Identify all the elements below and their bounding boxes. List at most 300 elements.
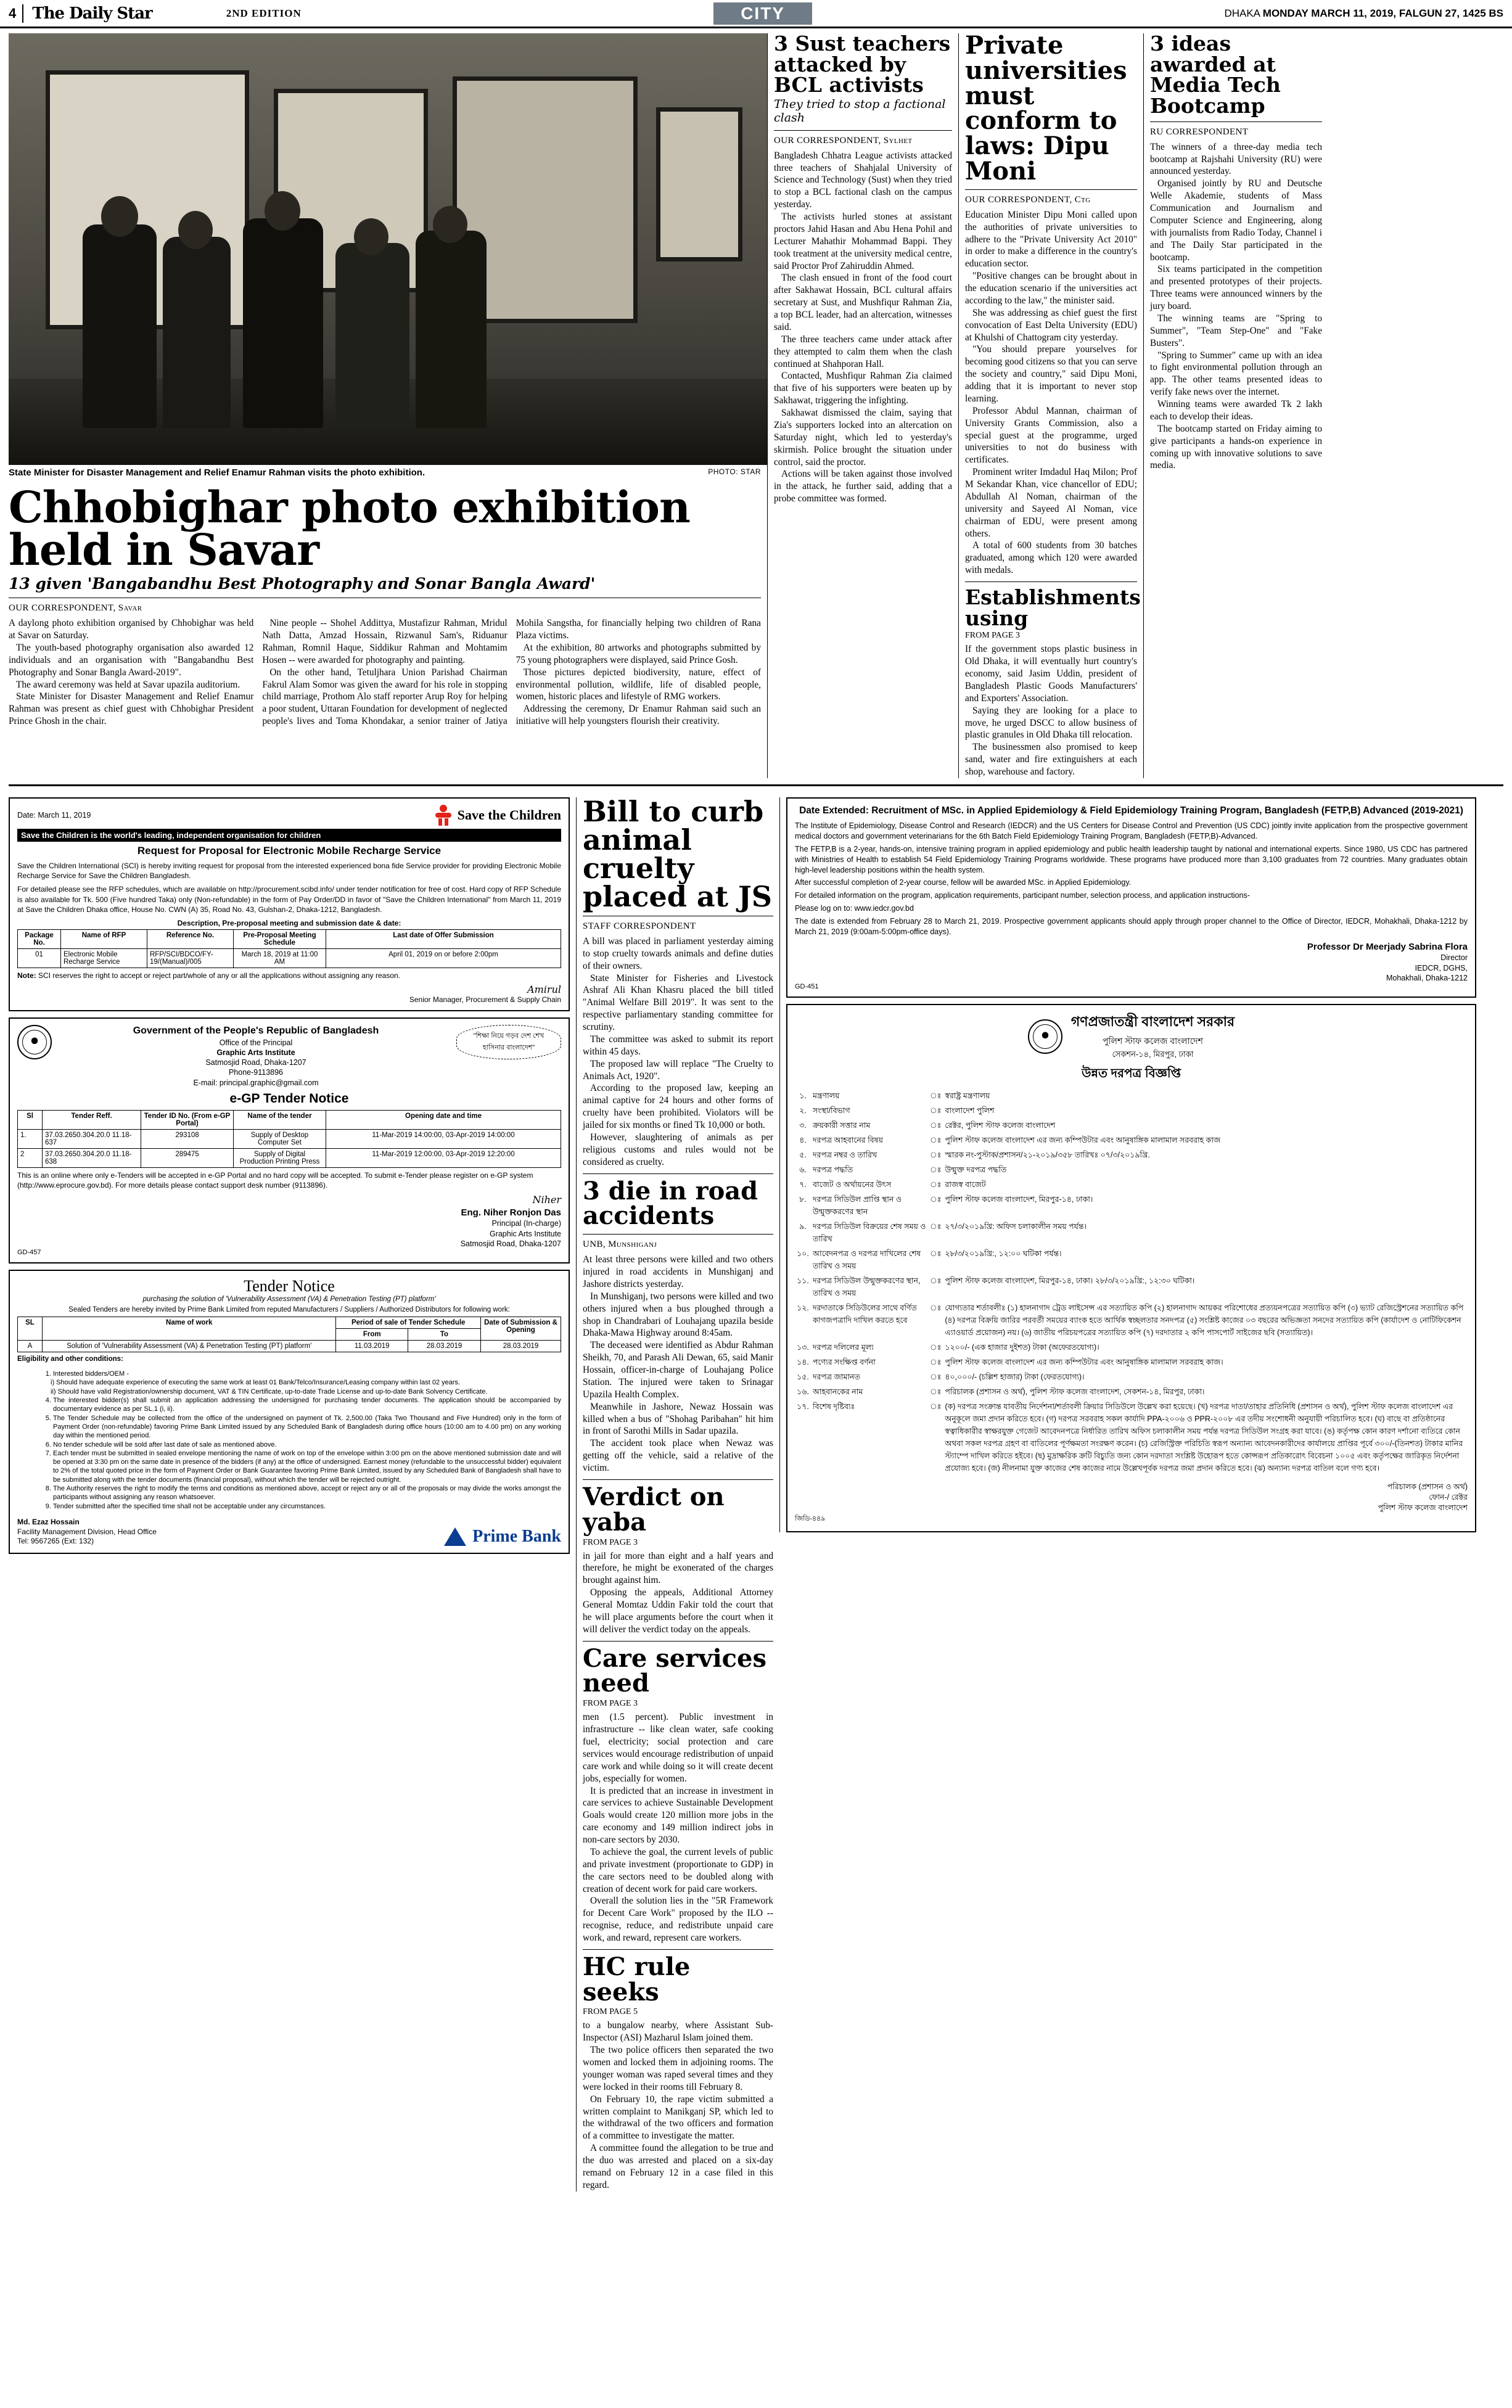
td: Supply of Desktop Computer Set bbox=[234, 1129, 326, 1148]
table-row bbox=[795, 1247, 1468, 1275]
td: 37.03.2650.304.20.0 11.18-638 bbox=[43, 1148, 141, 1167]
stc-note: SCI reserves the right to accept or reject part/whole of any or all the applications without assigning any reason. bbox=[38, 971, 400, 980]
td: 1. bbox=[18, 1129, 43, 1148]
paragraph: Winning teams were awarded Tk 2 lakh each to develop their ideas. bbox=[1150, 399, 1322, 422]
td: Solution of 'Vulnerability Assessment (VA) & Penetration Testing (PT) platform' bbox=[43, 1341, 336, 1352]
colon: ঃ bbox=[930, 1276, 942, 1286]
dipu-body bbox=[965, 209, 1137, 577]
paragraph: Sakhawat dismissed the claim, saying that Zia's supporters locked into an altercation on Saturday night, which led to yesterday's skirmish. Police brought the situation under control, said the proctor. bbox=[774, 408, 952, 467]
iedcr-para: After successful completion of 2-year course, fellow will be awarded MSc. in Applied Epidemiology. bbox=[795, 878, 1132, 887]
sust-story-column bbox=[767, 33, 958, 778]
iedcr-para: The date is extended from February 28 to March 21, 2019. Prospective government applicants should apply through proper channel to the Office of Director, IEDCR, Mohakhali, Dhaka-1212 by March 21, 2019 (9:00am-5:00pm-office days). bbox=[795, 917, 1468, 936]
paragraph: In Munshiganj, two persons were killed and two others injured when a bus ploughed through a shop in Chandrabari of Louhajang upazila beside Dhaka-Mawa Highway around 8:45am. bbox=[583, 1291, 773, 1339]
colon: ঃ bbox=[930, 1387, 942, 1397]
photo-caption-row bbox=[9, 465, 761, 478]
row-index: ৩. bbox=[799, 1121, 807, 1130]
row-index: ১৫. bbox=[797, 1373, 809, 1382]
ads-column bbox=[9, 797, 576, 1554]
paragraph: Organised jointly by RU and Deutsche Welle Akademie, students of Mass Communication and Journalism and Computer Science and Engineering, along with journalists from Radio Today, Channel i and The Daily Star participated in the bootcamp. bbox=[1150, 178, 1322, 263]
table-row bbox=[795, 1119, 1468, 1134]
th: Reference No. bbox=[147, 929, 234, 948]
paragraph: The youth-based photography organisation also awarded 12 individuals and an organisation with "Bangabandhu Best Photography and Sonar Bangla Award-2019". bbox=[9, 642, 254, 678]
row-index: ২. bbox=[799, 1106, 807, 1116]
pb-wordmark: Prime Bank bbox=[472, 1526, 561, 1546]
ad-save-the-children bbox=[9, 797, 570, 1011]
table-row bbox=[795, 1134, 1468, 1149]
table-row bbox=[795, 1356, 1468, 1371]
table-row bbox=[18, 1129, 561, 1148]
stc-note-label: Note: bbox=[17, 971, 36, 980]
row-value: রাজস্ব বাজেট bbox=[945, 1180, 986, 1190]
paragraph: According to the proposed law, keeping an animal captive for 24 hours and other forms of cruelty have been prohibited. Violators will be jailed for six months or fined Tk 10,000 or both. bbox=[583, 1083, 773, 1131]
row-value: বাংলাদেশ পুলিশ bbox=[945, 1106, 995, 1116]
row-value: পুলিশ স্টাফ কলেজ বাংলাদেশ এর জন্য কম্পিউটার এবং আনুষাঙ্গিক মালামাল সরবরাহ কাজ bbox=[945, 1136, 1221, 1145]
list-item: ii) Should have valid Registration/ownership document, VAT & TIN Certificate, up-to-date Trade License and up-to-date Bank Solvency Certificate. bbox=[51, 1387, 488, 1395]
colon: ঃ bbox=[930, 1180, 942, 1190]
th: Date of Submission & Opening bbox=[481, 1317, 561, 1341]
row-label: বাজেট ও অর্থায়নের উৎস bbox=[813, 1180, 892, 1190]
colon: ঃ bbox=[930, 1358, 942, 1367]
table-row bbox=[795, 1386, 1468, 1400]
table-row bbox=[795, 1149, 1468, 1164]
stc-body-2: For detailed please see the RFP schedules, which are available on http://procurement.scibd.info/ under tender notification for free of cost. Hard copy of RFP Schedule is also available for Tk. 500 (Five hundred Taka) only (Non-refundable) in the form of Pay Order/DD in favor of "Save the Children International" from March 11, 2019 at Save the Children Dhaka office, House No. CWN (A) 35, Road No. 43, Gulshan-2, Dhaka-1212, Bangladesh. bbox=[17, 885, 561, 914]
dipu-story-column bbox=[958, 33, 1143, 778]
th: Tender Reff. bbox=[43, 1110, 141, 1129]
td: 37.03.2650.304.20.0 11.18-637 bbox=[43, 1129, 141, 1148]
table-row bbox=[795, 1090, 1468, 1104]
paragraph: State Minister for Fisheries and Livestock Ashraf Ali Khan Khasru placed the bill titled "Animal Welfare Bill 2019". It was sent to the respective parliamentary standing committee for scrutiny. bbox=[583, 972, 773, 1033]
stc-table bbox=[17, 929, 561, 968]
row-label: দরদাতাকে সিডিউলের সাথে বর্ণিত কাগজপত্রাদি দাখিল করতে হবে bbox=[813, 1304, 917, 1325]
th: Name of RFP bbox=[61, 929, 147, 948]
middle-stories-column bbox=[576, 794, 779, 2192]
td: 28.03.2019 bbox=[481, 1341, 561, 1352]
police-heading-4: উন্নত দরপত্র বিজ্ঞপ্তি bbox=[1081, 1067, 1181, 1081]
stc-logo bbox=[434, 805, 561, 826]
paragraph: The proposed law will replace "The Cruelty to Animals Act, 1920". bbox=[583, 1058, 773, 1082]
section-name: CITY bbox=[713, 2, 812, 25]
row-index: ১২. bbox=[797, 1304, 809, 1313]
yaba-body bbox=[583, 1550, 773, 1636]
ad-egp-tender bbox=[9, 1017, 570, 1264]
row-value: যোগ্যতার শর্তাবলীঃ (১) হালনাগাদ ট্রেড লাইসেন্স এর সত্যায়িত কপি (২) হালনাগাদ আয়কর পরিশোধের প্রত্যয়নপত্রের সত্যায়িত কপি (৩) ভ্যাট রেজিস্ট্রেশনের সত্যায়িত কপি (৪) দরপত্র বিক্রয়ি জারির পরবর্তী সময়ের ব্যাংক হতে আর্থিক স্বচ্ছলতার সনদপত্র (৫) সংশ্লিষ্ট কাজের ০৩ বছরের অভিজ্ঞতা সনদের সত্যায়িত কপি (কার্যাদেশ ও নোটিফিকেশন এ্যাওয়ার্ড প্রয়োজন) নয়। (৬) জাতীয় পরিচয়পত্রের সত্যায়িত কপি (৭) দরদাতার ২ কপি পাসপোর্ট সাইজের ছবি (সত্যায়িত)। bbox=[945, 1304, 1464, 1338]
lead-headline: Chhobighar photo exhibition held in Savar bbox=[9, 482, 690, 575]
th: Sl bbox=[18, 1110, 43, 1129]
egp-line-1: Government of the People's Republic of Bangladesh bbox=[133, 1025, 379, 1036]
top-section bbox=[0, 28, 1512, 778]
iedcr-para: For detailed information on the program, application requirements, participant number, selection process, and application instructions- bbox=[795, 891, 1250, 900]
colon: ঃ bbox=[930, 1304, 942, 1313]
government-seal-icon bbox=[17, 1025, 52, 1059]
row-label: ক্রয়কারী সত্তার নাম bbox=[813, 1121, 871, 1130]
egp-sig-role-2: Graphic Arts Institute bbox=[489, 1229, 561, 1238]
row-label: বিশেষ দৃষ্টিব্যঃ bbox=[813, 1402, 855, 1412]
paragraph: She was addressing as chief guest the first convocation of East Delta University (EDU) at Khulshi of Chattogram city yesterday. bbox=[965, 307, 1137, 343]
iedcr-gd-number: GD-451 bbox=[795, 983, 819, 991]
row-value: স্বরাষ্ট্র মন্ত্রণালয় bbox=[945, 1091, 990, 1101]
police-heading-2: পুলিশ স্টাফ কলেজ বাংলাদেশ bbox=[1103, 1036, 1203, 1046]
row-label: পণ্যের সংক্ষিপ্ত বর্ণনা bbox=[813, 1358, 876, 1367]
colon: ঃ bbox=[930, 1136, 942, 1145]
media-byline: RU CORRESPONDENT bbox=[1150, 126, 1249, 137]
ad-police-staff-college bbox=[786, 1004, 1476, 1532]
egp-gd-number: GD-457 bbox=[17, 1249, 41, 1257]
td: 28.03.2019 bbox=[408, 1341, 480, 1352]
row-label: আহবানকের নাম bbox=[813, 1387, 863, 1397]
road-headline: 3 die in road accidents bbox=[583, 1176, 758, 1231]
th: From bbox=[336, 1329, 408, 1341]
stc-wordmark: Save the Children bbox=[457, 807, 561, 823]
row-index: ৭. bbox=[799, 1180, 807, 1190]
th: Name of work bbox=[43, 1317, 336, 1341]
animal-headline: Bill to curb animal cruelty placed at JS bbox=[583, 794, 772, 913]
bottom-section bbox=[0, 792, 1512, 2192]
row-value: ২৭/৩/২০১৯খ্রি: অফিস চলাকালীন সময় পর্যন্ত। bbox=[945, 1222, 1087, 1231]
list-item: 5. The Tender Schedule may be collected from the office of the undersigned on payment of Tk. 2,500.00 (Taka Two Thousand and Five Hundred) only in the form of Payment Order (non-refundable) favoring Prime Bank Limited issued by any Scheduled Bank of Bangladesh during office hours (10:00 am to 4.00 pm) on any working day within the mentioned period. bbox=[53, 1414, 561, 1440]
pb-conditions-list bbox=[28, 1370, 561, 1511]
paragraph: The three teachers came under attack after they attempted to calm them when the clash continued at Shahporan Hall. bbox=[774, 334, 952, 369]
issue-date bbox=[1224, 7, 1503, 20]
newspaper-logo: The Daily Star bbox=[22, 4, 152, 23]
table-row bbox=[795, 1164, 1468, 1178]
row-index: ১৩. bbox=[797, 1343, 809, 1352]
photo-caption: State Minister for Disaster Management and Relief Enamur Rahman visits the photo exhibition. bbox=[9, 467, 425, 478]
row-index: ১৬. bbox=[797, 1387, 809, 1397]
paragraph: At the exhibition, 80 artworks and photographs submitted by 75 young photographers were displayed, said Prince Gosh. bbox=[516, 642, 761, 665]
paragraph: A bill was placed in parliament yesterday aiming to stop cruelty towards animals and define duties of their owners. bbox=[583, 935, 773, 971]
road-byline: UNB, Munshiganj bbox=[583, 1239, 657, 1250]
row-value: পরিচালক (প্রশাসন ও অর্থ), পুলিশ স্টাফ কলেজ বাংলাদেশ, সেকশন-১৪, মিরপুর, ঢাকা। bbox=[945, 1387, 1205, 1397]
iedcr-para: The Institute of Epidemiology, Disease Control and Research (IEDCR) and the US Centers for Disease Control and Prevention (US CDC) jointly invite application from the prospective government medical doctors and government veterinarians for the 6th Batch Field Epidemiology Training Program, Bangladesh (FETP,B)-Advanced. bbox=[795, 821, 1468, 840]
row-label: সংস্থা/বিভাগ bbox=[813, 1106, 850, 1116]
paragraph: Six teams participated in the competition and presented prototypes of their projects. Three teams were announced winners by the jury board. bbox=[1150, 264, 1322, 311]
paragraph: A committee found the allegation to be true and the duo was arrested and placed on a six-day remand on February 12 in a case filed in this regard. bbox=[583, 2143, 773, 2190]
pb-intro: Sealed Tenders are hereby invited by Prime Bank Limited from reputed Manufacturers / Suppliers / Authorized Distributors for following work: bbox=[68, 1306, 510, 1314]
yaba-headline: Verdict on yaba bbox=[583, 1482, 725, 1537]
th: Last date of Offer Submission bbox=[326, 929, 561, 948]
dipu-headline: Private universities must conform to laws: Dipu Moni bbox=[965, 31, 1127, 186]
lead-subhead: 13 given 'Bangabandhu Best Photography and Sonar Bangla Award' bbox=[9, 575, 596, 593]
row-label: দরপত্র সিডিউল উন্মুক্তকরণের স্থান, তারিখ ও সময় bbox=[813, 1276, 921, 1298]
media-body bbox=[1150, 141, 1322, 472]
list-item: 7. Each tender must be submitted in sealed envelope mentioning the name of work on top of the envelope within 3:00 pm on the above mentioned submission date and will be opened at 3:30 pm on the same date in presence of the bidders (if any) at the office of undersigned. Earnest money (refundable to the unsuccessful bidder) equivalent to 2% of the total quoted price in the form of Payment Order or Bank Guarantee favoring Prime Bank Limited, issued by any Scheduled Bank of Bangladesh shall have to be submitted along with the tender documents (financial proposal), without which the tender will be rejected outright. bbox=[53, 1449, 561, 1484]
paragraph: However, slaughtering of animals as per religious customs and rules would not be considered as cruelty. bbox=[583, 1132, 773, 1167]
paragraph: Contacted, Mushfiqur Rahman Zia claimed that five of his supporters were beaten up by Sakhawat, triggering the infighting. bbox=[774, 371, 952, 406]
colon: ঃ bbox=[930, 1195, 942, 1204]
paragraph: If the government stops plastic business in Old Dhaka, it will eventually hurt country's economy, said Jasim Uddin, president of Bangladesh Plastic Goods Manufacturers' and Exporters' Association. bbox=[965, 644, 1137, 704]
right-ads-column bbox=[779, 797, 1482, 1532]
iedcr-sig-role-1: Director bbox=[1440, 953, 1468, 963]
egp-line-4: Satmosjid Road, Dhaka-1207 bbox=[205, 1058, 306, 1067]
table-row bbox=[795, 1104, 1468, 1119]
row-index: ১১. bbox=[797, 1276, 809, 1286]
colon: ঃ bbox=[930, 1091, 942, 1101]
paragraph: The winners of a three-day media tech bootcamp at Rajshahi University (RU) were announced yesterday. bbox=[1150, 141, 1322, 177]
stc-body-1: Save the Children International (SCI) is hereby inviting request for proposal from the interested experienced bona fide Service provider for providing Electronic Mobile Recharge Service for Save the Children Bangladesh. bbox=[17, 861, 561, 881]
pb-sig-role: Facility Management Division, Head Office bbox=[17, 1527, 157, 1536]
paragraph: A daylong photo exhibition organised by Chhobighar was held at Savar on Saturday. bbox=[9, 618, 254, 641]
iedcr-para: The FETP,B is a 2-year, hands-on, intensive training program in applied epidemiology and public health leadership taught by national and international experts. Since 1980, US CDC has partnered with Ministries of Health to establish 54 Field Epidemiology Training Programs worldwide. These programs have produced more than 3,100 graduates from 72 countries. Many graduates obtain high-level leadership positions within the health system. bbox=[795, 844, 1468, 874]
th: SL bbox=[18, 1317, 43, 1341]
row-label: দরপত্র জামানত bbox=[813, 1373, 860, 1382]
stc-signature-mark: Amirul bbox=[527, 983, 561, 995]
egp-footnote: This is an online where only e-Tenders will be accepted in e-GP Portal and no hard copy will be accepted. To submit e-Tender please register on e-GP system (http://www.eprocure.gov.bd). For more details please contact support desk number (9113896). bbox=[17, 1170, 533, 1190]
lead-column bbox=[9, 33, 767, 778]
paragraph: The bootcamp started on Friday aiming to give participants a hands-on experience in coming up with innovative solutions to save media. bbox=[1150, 423, 1322, 471]
care-body bbox=[583, 1711, 773, 1944]
pb-sig-tel: Tel: 9567265 (Ext: 132) bbox=[17, 1537, 94, 1546]
section-banner bbox=[302, 2, 1225, 25]
egp-line-5: Phone-9113896 bbox=[228, 1068, 284, 1077]
photo-credit: PHOTO: STAR bbox=[708, 467, 761, 476]
row-label: দরপত্র আহবানের বিষয় bbox=[813, 1136, 883, 1145]
td: 11-Mar-2019 14:00:00, 03-Apr-2019 14:00:00 bbox=[326, 1129, 561, 1148]
establishments-headline: Establishments using bbox=[965, 585, 1141, 630]
paragraph: The businessmen also promised to keep sand, water and fire extinguishers at each shop, warehouse and factory. bbox=[965, 742, 1137, 778]
pb-conditions-title: Eligibility and other conditions: bbox=[17, 1355, 123, 1363]
row-index: ৪. bbox=[799, 1136, 807, 1145]
td: RFP/SCI/BDCO/FY-19/(Manual)/005 bbox=[147, 948, 234, 968]
list-item: 6. No tender schedule will be sold after last date of sale as mentioned above. bbox=[53, 1440, 561, 1449]
sust-subhead: They tried to stop a factional clash bbox=[774, 97, 946, 125]
table-row bbox=[795, 1275, 1468, 1302]
td: 11.03.2019 bbox=[336, 1341, 408, 1352]
egp-table bbox=[17, 1110, 561, 1168]
row-value: স্মারক নং-পুস্টাক/প্রশাসন/২১-২০১৯/৩৫৮ তারিখঃ ০৭/৩/২০১৯খ্রি. bbox=[945, 1151, 1150, 1160]
sust-body bbox=[774, 150, 952, 505]
row-value: রেক্টর, পুলিশ স্টাফ কলেজ বাংলাদেশ bbox=[945, 1121, 1056, 1130]
care-jumpline: FROM PAGE 3 bbox=[583, 1699, 638, 1709]
td: 11-Mar-2019 12:00:00, 03-Apr-2019 12:20:00 bbox=[326, 1148, 561, 1167]
paragraph: The activists hurled stones at assistant proctors Jahid Hasan and Abu Hena Pohil and Lecturer Mahathir Mohammad Bappi. They took treatment at the university medical centre, said Proctor Prof Zahiruddin Ahmed. bbox=[774, 212, 952, 271]
colon: ঃ bbox=[930, 1222, 942, 1231]
table-row bbox=[795, 1220, 1468, 1247]
row-value: পুলিশ স্টাফ কলেজ বাংলাদেশ, মিরপুর-১৪, ঢাকা। bbox=[945, 1195, 1093, 1204]
paragraph: To achieve the goal, the current levels of public and private investment (proportionate to GDP) in the care sectors need to be doubled along with creation of decent work for paid care workers. bbox=[583, 1846, 773, 1894]
paragraph: State Minister for Disaster Management and Relief Enamur Rahman was present as chief guest with Chhobighar President Prince Ghosh in the chair. bbox=[9, 691, 254, 727]
colon: ঃ bbox=[930, 1402, 942, 1412]
list-item: 9. Tender submitted after the specified time shall not be acceptable under any circumstances. bbox=[53, 1502, 561, 1511]
lead-photo-block bbox=[9, 33, 761, 478]
care-headline: Care services need bbox=[583, 1643, 767, 1698]
th: To bbox=[408, 1329, 480, 1341]
paragraph: in jail for more than eight and a half years and therefore, he might be exonerated of the charges brought against him. bbox=[583, 1550, 773, 1586]
row-label: আবেদনপত্র ও দরপত্র দাখিলের শেষ তারিখ ও সময় bbox=[813, 1249, 921, 1271]
row-index: ৮. bbox=[799, 1195, 807, 1204]
paragraph: The winning teams are "Spring to Summer", "Team Step-One" and "Fake Busters". bbox=[1150, 313, 1322, 348]
paragraph: "You should prepare yourselves for becoming good citizens so that you can serve the society and country," said Dipu Moni, adding that it is important to never stop learning. bbox=[965, 344, 1137, 404]
pb-table bbox=[17, 1317, 561, 1352]
paragraph: "Positive changes can be brought about in the education scenario if the universities act according to the law," the minister said. bbox=[965, 271, 1137, 306]
pb-subtitle: purchasing the solution of 'Vulnerability Assessment (VA) & Penetration Testing (PT) platform' bbox=[142, 1296, 436, 1304]
paragraph: The deceased were identified as Abdur Rahman Sheikh, 70, and Parash Ali Dewan, 65, said Manir Hossain, officer-in-charge of Louhajang Police Station. The injured were taken to Srinagar Upazila Health Complex. bbox=[583, 1340, 773, 1400]
row-value: উন্মুক্ত দরপত্র পদ্ধতি bbox=[945, 1165, 1007, 1175]
paragraph: Overall the solution lies in the "5R Framework for Decent Care Work" proposed by the ILO -- recognise, reduce, and redistribute unpaid care work, and reward, represent care workers. bbox=[583, 1896, 773, 1943]
table-row bbox=[18, 948, 561, 968]
egp-sig-role-3: Satmosjid Road, Dhaka-1207 bbox=[460, 1239, 561, 1248]
row-index: ১৭. bbox=[797, 1402, 809, 1412]
th: Package No. bbox=[18, 929, 61, 948]
table-row bbox=[795, 1341, 1468, 1356]
edition-label: 2ND EDITION bbox=[226, 7, 302, 19]
iedcr-website[interactable]: Please log on to: www.iedcr.gov.bd bbox=[795, 904, 914, 913]
colon: ঃ bbox=[930, 1165, 942, 1175]
paragraph: to a bungalow nearby, where Assistant Sub-Inspector (ASI) Mazharul Islam joined them. bbox=[583, 2020, 773, 2044]
table-row bbox=[795, 1371, 1468, 1386]
police-heading-1: গণপ্রজাতন্ত্রী বাংলাদেশ সরকার bbox=[1070, 1014, 1235, 1030]
table-row bbox=[18, 1341, 561, 1352]
egp-slogan-seal: "শিক্ষা নিয়ে গড়ব দেশ শেখ হাসিনার বাংলাদেশ" bbox=[456, 1025, 561, 1059]
police-sig-role-1: পরিচালক (প্রশাসন ও অর্থ) bbox=[1387, 1482, 1468, 1492]
sust-headline: 3 Sust teachers attacked by BCL activists bbox=[774, 31, 951, 97]
iedcr-title: Date Extended: Recruitment of MSc. in Applied Epidemiology & Field Epidemiology Training Program, Bangladesh (FETP,B) Advanced (2019-2021) bbox=[799, 805, 1463, 816]
row-value: পুলিশ স্টাফ কলেজ বাংলাদেশ এর জন্য কম্পিউটার এবং আনুষাঙ্গিক মালামাল সরবরাহ কাজ। bbox=[945, 1358, 1223, 1367]
paragraph: Addressing the ceremony, Dr Enamur Rahman said such an initiative will help youngsters flourish their creativity. bbox=[516, 704, 761, 727]
list-item: i) Should have adequate experience of executing the same work at least 01 Bank/Telco/Insurance/Leasing company within last 02 years. bbox=[51, 1379, 461, 1387]
paragraph: Those pictures depicted biodiversity, nature, effect of environmental pollution, wildlife, life of disabled people, women, historic places and lifestyle of RMG workers. bbox=[516, 667, 761, 702]
list-item: 4. The interested bidder(s) shall submit an application addressing the undersigned for purchasing tender documents. The application should be accompanied by documentary evidence as per SL.1 (i, ii). bbox=[53, 1396, 561, 1414]
row-value: ৪০,০০০/- (চল্লিশ হাজার) টাকা (ফেরতযোগ্য)। bbox=[945, 1373, 1085, 1382]
egp-sig-name: Eng. Niher Ronjon Das bbox=[461, 1207, 561, 1218]
police-sig-role-3: পুলিশ স্টাফ কলেজ বাংলাদেশ bbox=[1378, 1503, 1468, 1512]
police-tender-table bbox=[795, 1090, 1468, 1477]
egp-title: e-GP Tender Notice bbox=[229, 1091, 349, 1106]
stc-date: Date: March 11, 2019 bbox=[17, 810, 91, 820]
page-number: 4 bbox=[9, 5, 17, 21]
td: 293108 bbox=[141, 1129, 234, 1148]
animal-body bbox=[583, 935, 773, 1169]
paragraph: It is predicted that an increase in investment in care services to achieve Sustainable Development Goals would create 120 million more jobs in the care economy and 149 million indirect jobs in non-care sectors by 2030. bbox=[583, 1785, 773, 1845]
date-text: MONDAY MARCH 11, 2019, FALGUN 27, 1425 BS bbox=[1262, 7, 1503, 19]
date-city: DHAKA bbox=[1224, 7, 1263, 19]
prime-bank-logo bbox=[444, 1527, 561, 1547]
table-header-row bbox=[18, 929, 561, 948]
list-item: 8. The Authority reserves the right to modify the terms and conditions as mentioned above, accept or reject any or all of the proposals or may divide the works amongst the participants without assigning any reason whatsoever. bbox=[53, 1484, 561, 1502]
paragraph: Prominent writer Imdadul Haq Milon; Prof M Sekandar Khan, vice chancellor of EDU; Abdullah Al Noman, chairman of the university and Sayeed Al Noman, vice chairman of EDU, were present among others. bbox=[965, 467, 1137, 539]
paragraph: Meanwhile in Jashore, Newaz Hossain was killed when a bus of "Shohag Paribahan" hit him in front of Sarothi Mills in Sadar upazila. bbox=[583, 1401, 773, 1437]
police-sig-role-2: ফোন-/ রেক্টর bbox=[1429, 1492, 1468, 1502]
row-label: দরপত্র সিডিউল বিক্রয়ের শেষ সময় ও তারিখ bbox=[813, 1222, 926, 1244]
table-row bbox=[795, 1400, 1468, 1477]
th: Tender ID No. (From e-GP Portal) bbox=[141, 1110, 234, 1129]
td: 289475 bbox=[141, 1148, 234, 1167]
prime-bank-icon bbox=[444, 1527, 466, 1546]
colon: ঃ bbox=[930, 1343, 942, 1352]
paragraph: The two police officers then separated the two women and locked them in adjoining rooms. The younger woman was raped several times and they were locked in their rooms till February 8. bbox=[583, 2045, 773, 2092]
row-index: ৫. bbox=[799, 1151, 807, 1160]
paragraph: The accident took place when Newaz was getting off the vehicle, said a relative of the victim. bbox=[583, 1438, 773, 1474]
td: April 01, 2019 on or before 2:00pm bbox=[326, 948, 561, 968]
row-index: ১৪. bbox=[797, 1358, 809, 1367]
road-body bbox=[583, 1254, 773, 1474]
government-seal-icon bbox=[1028, 1019, 1062, 1054]
sust-byline: OUR CORRESPONDENT, Sylhet bbox=[774, 135, 913, 146]
row-label: মন্ত্রণালয় bbox=[813, 1091, 840, 1101]
th: Pre-Proposal Meeting Schedule bbox=[234, 929, 326, 948]
paragraph: Opposing the appeals, Additional Attorney General Momtaz Uddin Fakir told the court that he will place arguments before the court when it will deliver the verdict today on the appeals. bbox=[583, 1587, 773, 1635]
police-heading-3: সেকশন-১৪, মিরপুর, ঢাকা bbox=[1112, 1050, 1194, 1059]
hc-headline: HC rule seeks bbox=[583, 1952, 691, 2007]
th: Name of the tender bbox=[234, 1110, 326, 1129]
th: Opening date and time bbox=[326, 1110, 561, 1129]
paragraph: The clash ensued in front of the food court after Sakhawat Hossain, BCL cultural affairs secretary at Sust, and Mushfiqur Rahman Zia, a top BCL leader, had an altercation, witnesses said. bbox=[774, 273, 952, 332]
table-row bbox=[795, 1178, 1468, 1193]
lead-byline: OUR CORRESPONDENT, Savar bbox=[9, 603, 142, 614]
row-index: ১. bbox=[799, 1091, 807, 1101]
colon: ঃ bbox=[930, 1249, 942, 1259]
egp-line-6: E-mail: principal.graphic@gmail.com bbox=[193, 1078, 319, 1087]
establishments-jumpline: FROM PAGE 3 bbox=[965, 631, 1020, 641]
row-label: দরপত্র নম্বর ও তারিখ bbox=[813, 1151, 877, 1160]
paragraph: The committee was asked to submit its report within 45 days. bbox=[583, 1033, 773, 1057]
egp-signature-mark: Niher bbox=[532, 1194, 561, 1206]
td: Supply of Digital Production Printing Press bbox=[234, 1148, 326, 1167]
pb-sig-name: Md. Ezaz Hossain bbox=[17, 1517, 80, 1526]
row-index: ৬. bbox=[799, 1165, 807, 1175]
table-row bbox=[795, 1193, 1468, 1220]
ad-prime-bank-tender bbox=[9, 1270, 570, 1554]
iedcr-sig-name: Professor Dr Meerjady Sabrina Flora bbox=[1307, 941, 1468, 952]
table-header-row bbox=[18, 1110, 561, 1129]
iedcr-sig-role-3: Mohakhali, Dhaka-1212 bbox=[1386, 973, 1468, 982]
table-row bbox=[795, 1302, 1468, 1341]
paragraph: A total of 600 students from 30 batches graduated, among which 120 were awarded with medals. bbox=[965, 540, 1137, 576]
row-label: দরপত্র সিডিউল প্রাপ্তি স্থান ও উন্মুক্তকরণের স্থান bbox=[813, 1195, 902, 1217]
egp-line-2: Office of the Principal bbox=[219, 1038, 293, 1047]
row-index: ৯. bbox=[799, 1222, 807, 1231]
row-label: দরপত্র পদ্ধতি bbox=[813, 1165, 853, 1175]
paragraph: Saying they are looking for a place to move, he urged DSCC to allow business of plastic granules in Old Dhaka till relocation. bbox=[965, 705, 1137, 741]
stc-title: Request for Proposal for Electronic Mobile Recharge Service bbox=[137, 844, 442, 857]
paragraph: men (1.5 percent). Public investment in infrastructure -- like clean water, safe cooking fuel, electricity; social protection and care services would encourage redistribution of unpaid care work and while doing so it will create decent jobs, especially for women. bbox=[583, 1712, 773, 1784]
colon: ঃ bbox=[930, 1106, 942, 1116]
exhibition-photo bbox=[9, 33, 767, 465]
td: 01 bbox=[18, 948, 61, 968]
paragraph: Nine people -- Shohel Addittya, Mustafizur Rahman, Mridul Nath Datta, Amzad Hossain, Rizwanul Sam's, Riduanur Rahman, Romnil Haque, Siddikur Rahman and Mohtamim Hosen -- were awarded for photography and painting. bbox=[262, 618, 507, 665]
table-row bbox=[18, 1148, 561, 1167]
row-label: দরপত্র দলিলের মূল্য bbox=[813, 1343, 874, 1352]
ad-iedcr bbox=[786, 797, 1476, 998]
colon: ঃ bbox=[930, 1121, 942, 1130]
police-gd-number: জিডি-৪৪৯ bbox=[795, 1514, 826, 1522]
td: A bbox=[18, 1341, 43, 1352]
row-value: ১২০০/- (এক হাজার দুইশত) টাকা (অফেরতযোগ্য)। bbox=[945, 1343, 1099, 1352]
masthead bbox=[0, 0, 1512, 28]
table-header-row bbox=[18, 1317, 561, 1329]
animal-byline: STAFF CORRESPONDENT bbox=[583, 921, 696, 931]
hc-body bbox=[583, 2020, 773, 2191]
td: Electronic Mobile Recharge Service bbox=[61, 948, 147, 968]
paragraph: Bangladesh Chhatra League activists attacked three teachers of Shahjalal University of Science and Technology (Sust) when they tried to stop a BCL factional clash on the campus yesterday. bbox=[774, 150, 952, 210]
establishments-body bbox=[965, 643, 1137, 778]
row-value: পুলিশ স্টাফ কলেজ বাংলাদেশ, মিরপুর-১৪, ঢাকা। ২৮/৩/২০১৯খ্রি:, ১২:৩০ ঘটিকা। bbox=[945, 1276, 1195, 1286]
paragraph: Actions will be taken against those involved in the attack, he further said, adding that a probe committee was formed. bbox=[774, 469, 952, 504]
dipu-byline: OUR CORRESPONDENT, Ctg bbox=[965, 194, 1091, 205]
row-value: (ক) দরপত্র সংক্রান্ত যাবতীয় নির্দেশনা/শর্তাবলী ক্রিয়ার সিডিউলে উল্লেখ করা হয়েছে। (খ) দরপত্র দাতা/তাহার প্রতিনিধি (প্রশাসন ও অর্থ), পুলিশ স্টাফ কলেজ বাংলাদেশ এর অনুকূলে জমা প্রদান করিতে হবে। (গ) দরপত্র সরবরাহ সকল কার্যাদি PPA-২০০৬ ও PPR-২০০৮ এর তদীয় সংশোধনী অনুযায়ী পরিচালিত হবে। (ঘ) বাছে বা প্রতিষ্ঠানের স্বত্বাধিকারীর স্বাক্ষরযুক্ত গেজেট আবেদনপত্রে নির্ধারিত তারিখ অফিস চলাকালীন সময় পর্যন্ত দরপত্র সিডিউল সংগ্রহ করা যাবে। (ঙ) কর্তৃপক্ষ কোন কারণ দর্শানো ব্যতিরে কোন অথবা সকল দরপত্র গ্রহণ বা বাতিলের পূর্ণক্ষমতা সংরক্ষণ করেন। (চ) রেজিস্ট্রিক্ত পরিচিতি স্বরূপ অন্যান্য আবেদনকারীদের কার্যালয়ে প্রাপ্তির পূর্বে ৩০০/-(তিনশত) টাকার মানির স্ট্যাম্পে দাখিল করিতে হইবে। (ছ) মুদ্রাক্ষরিক ক্রটি বিচ্যুতি জন্য কোন দরদাতা সংশ্লিষ্ট উহোরূপ হতে কোন্সরূপ প্রতিকারোৎ বিবেচনা ১০০৫ এবং কর্তৃপক্ষের জারিকৃত নির্দেশনা প্রযোজ্য হবে। (জ) নীলনামা যুক্ত কাজের শেষ কাজের নামে উল্লেখপূর্বক দরপত্র জমা প্রদান করিতে হবে। (ঝ) অন্যান্য দরপত্র বাতিল বলে গণ্য হবে। bbox=[945, 1402, 1463, 1473]
paragraph: On the other hand, Tetuljhara Union Parishad Chairman Fakrul Alam Somor was given the award for his role in stopping child marriage, Prothom Alo staff reporter Arup Roy for helping a poor student, Uttaran Foundation for development of neglected people's lives and Toma Khondakar, a senior trainer of Jatiya Mohila Sangstha, for financially helping two children of Rana Plaza victims. bbox=[262, 618, 761, 727]
yaba-jumpline: FROM PAGE 3 bbox=[583, 1537, 638, 1547]
stc-table-caption: Description, Pre-proposal meeting and submission date & date: bbox=[177, 918, 401, 927]
paragraph: On February 10, the rape victim submitted a written complaint to Manikganj SP, which led to the withdrawal of the two officers and formation of a committee to investigate the matter. bbox=[583, 2094, 773, 2142]
save-the-children-icon bbox=[434, 805, 453, 826]
row-value: ২৮/৩/২০১৯খ্রি:, ১২:০০ ঘটিকা পর্যন্ত। bbox=[945, 1249, 1062, 1259]
paragraph: Professor Abdul Mannan, chairman of University Grants Commission, also a special guest at the programme, urged universities to not do business with certificates. bbox=[965, 405, 1137, 466]
colon: ঃ bbox=[930, 1151, 942, 1160]
stc-tagline: Save the Children is the world's leading, independent organisation for children bbox=[17, 829, 561, 842]
egp-line-3: Graphic Arts Institute bbox=[216, 1048, 295, 1057]
td: March 18, 2019 at 11:00 AM bbox=[234, 948, 326, 968]
lead-body bbox=[9, 617, 761, 728]
